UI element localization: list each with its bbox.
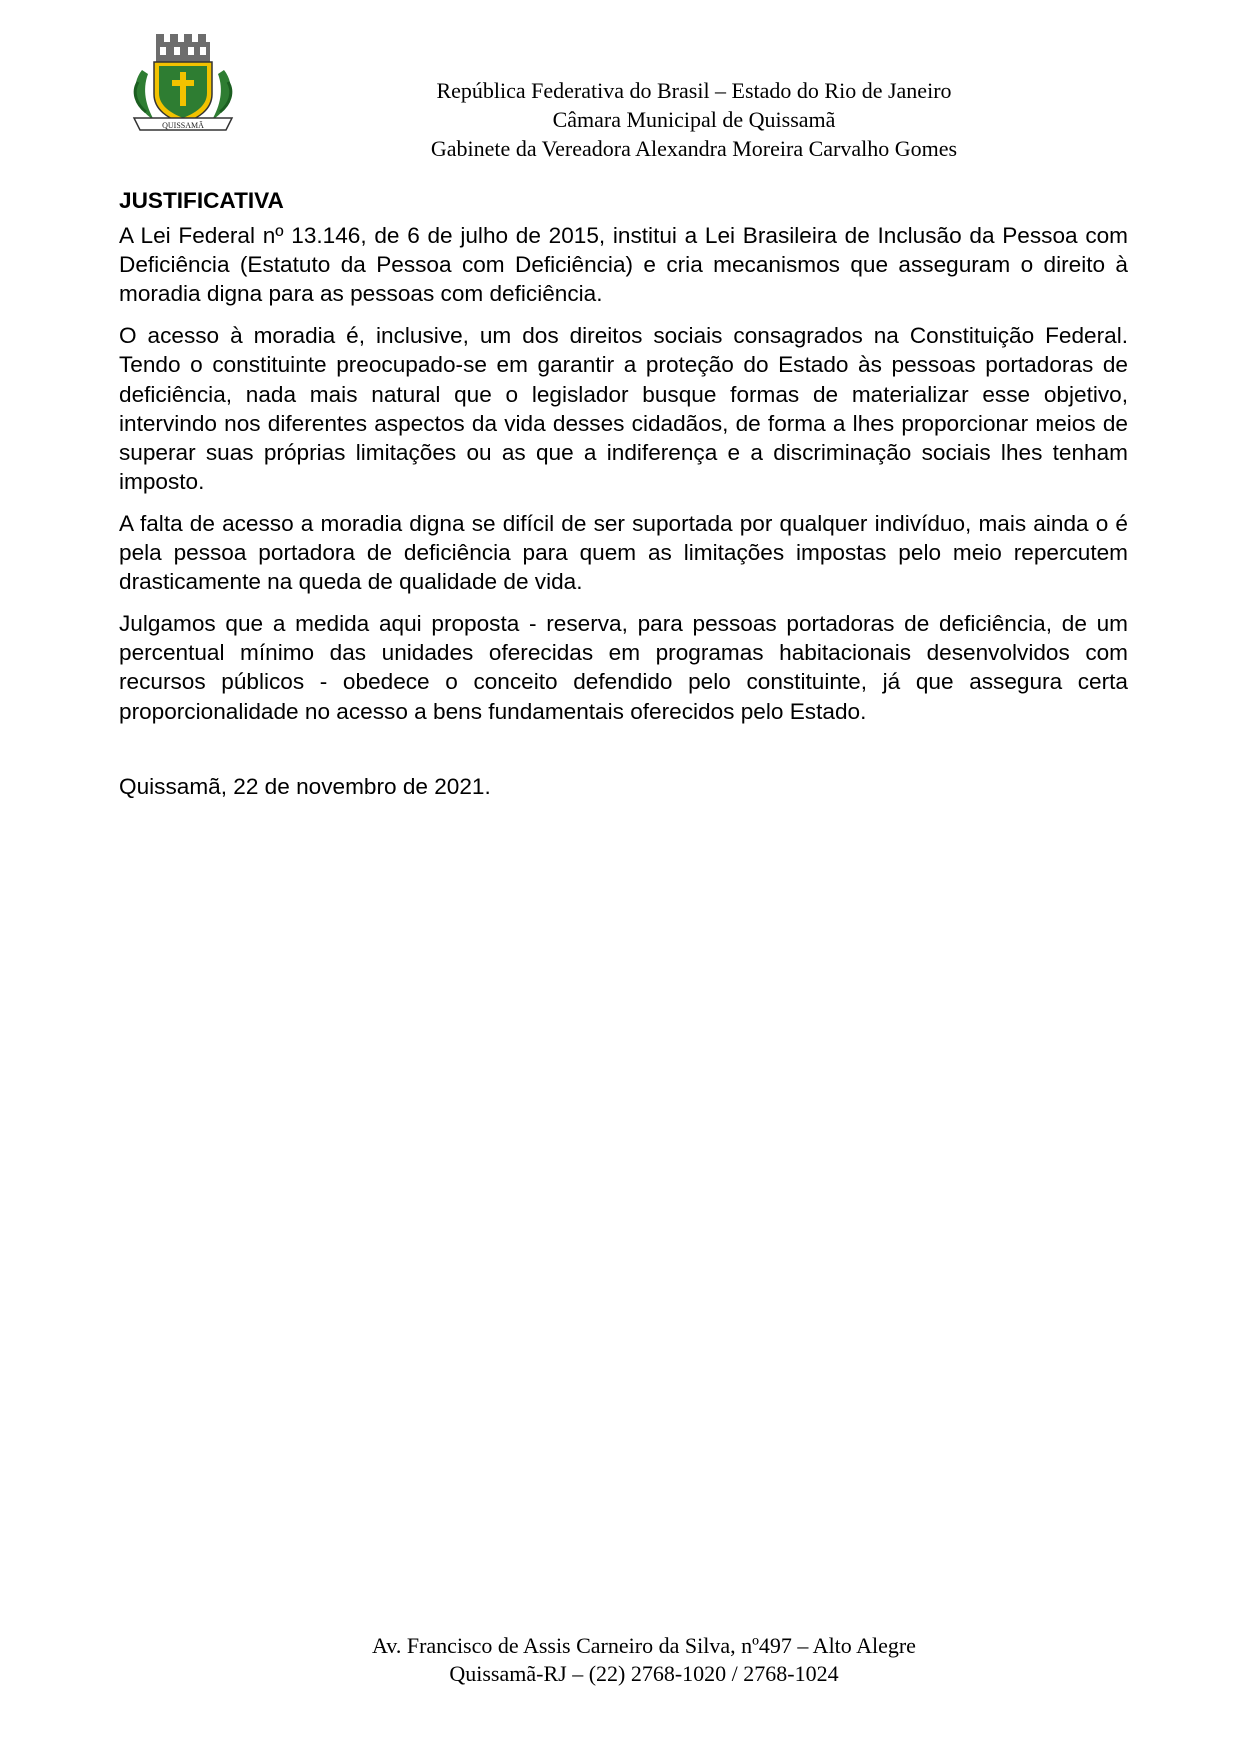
date-line: Quissamã, 22 de novembro de 2021. [119, 773, 491, 799]
document-title: JUSTIFICATIVA [119, 188, 284, 213]
paragraph-3: A falta de acesso a moradia digna se difícil de ser suportada por qualquer indivíduo, mais ainda o é pela pessoa portadora de deficiência para quem as limitações impostas pelo meio repercutem drasticamente na queda de qualidade de vida. [119, 510, 1128, 595]
paragraph-2: O acesso à moradia é, inclusive, um dos direitos sociais consagrados na Constituição Federal. Tendo o constituinte preocupado-se em garantir a proteção do Estado às pessoas portadoras de deficiência, nada mais natural que o legislador busque formas de materializar esse objetivo, intervindo nos diferentes aspectos da vida desses cidadãos, de forma a lhes proporcionar meios de superar suas próprias limitações ou as que a indiferença e a discriminação sociais lhes tenham imposto. [119, 323, 1128, 494]
letterhead-line-office: Gabinete da Vereadora Alexandra Moreira Carvalho Gomes [430, 136, 958, 161]
svg-text:QUISSAMÃ: QUISSAMÃ [162, 121, 204, 130]
footer-street: Av. Francisco de Assis Carneiro da Silva, nº497 – Alto Alegre [372, 1633, 916, 1658]
letterhead [300, 76, 1088, 163]
municipal-coat-of-arms-icon [128, 30, 238, 136]
letterhead-line-republic: República Federativa do Brasil – Estado do Rio de Janeiro [436, 78, 952, 103]
letterhead-line-chamber: Câmara Municipal de Quissamã [552, 107, 836, 132]
paragraph-1: A Lei Federal nº 13.146, de 6 de julho de 2015, institui a Lei Brasileira de Inclusão da Pessoa com Deficiência (Estatuto da Pessoa com Deficiência) e cria mecanismos que asseguram o direito à moradia digna para as pessoas com deficiência. [119, 223, 1128, 307]
footer-city-phone: Quissamã-RJ – (22) 2768-1020 / 2768-1024 [449, 1661, 839, 1686]
document-body [119, 186, 1128, 801]
footer-address [200, 1632, 1088, 1688]
paragraph-4: Julgamos que a medida aqui proposta - reserva, para pessoas portadoras de deficiência, de um percentual mínimo das unidades oferecidas em programas habitacionais desenvolvidos com recursos públicos - obedece o conceito defendido pelo constituinte, já que assegura certa proporcionalidade no acesso a bens fundamentais oferecidos pelo Estado. [119, 611, 1128, 724]
